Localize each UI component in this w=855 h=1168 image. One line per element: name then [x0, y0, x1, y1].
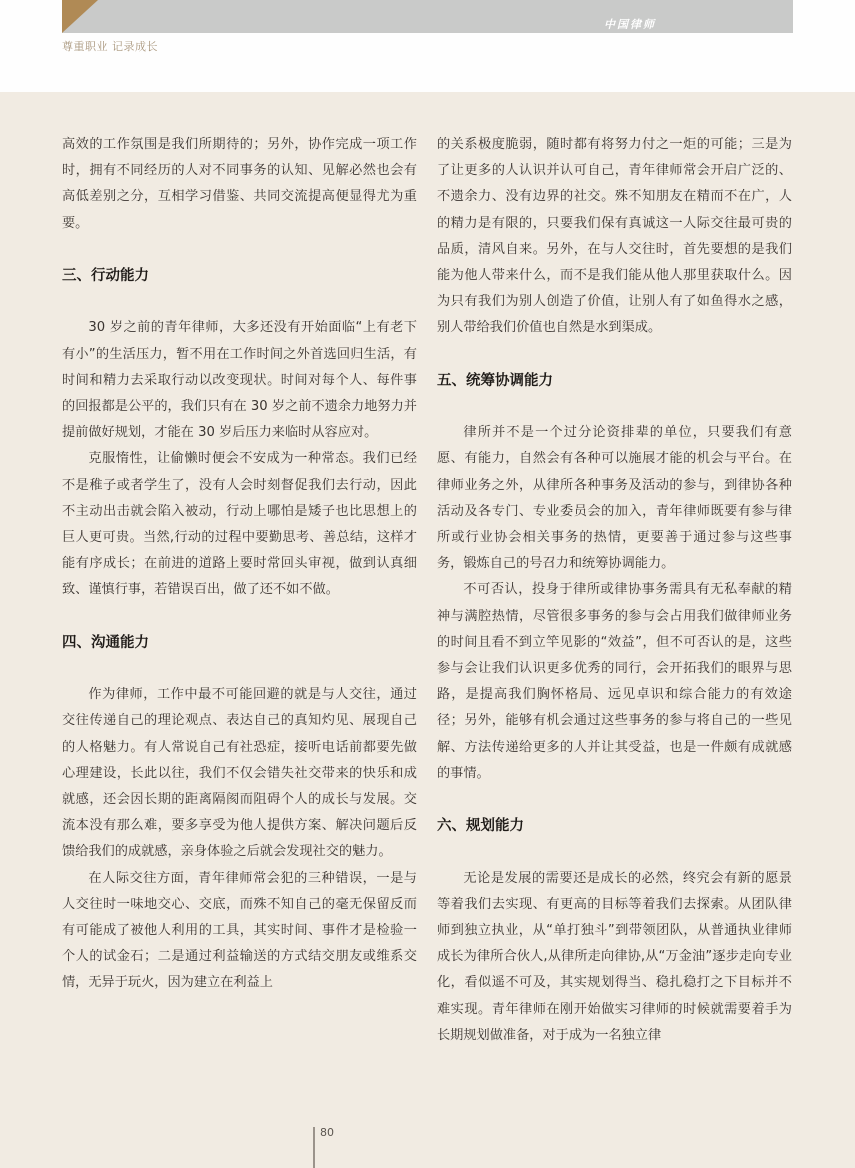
paragraph: 不可否认，投身于律所或律协事务需具有无私奉献的精神与满腔热情，尽管很多事务的参与会占用我们做律师业务的时间且看不到立竿见影的“效益”，但不可否认的是，这些参与会让我们认识更多优秀的同行，会开拓我们的眼界与思路，是提高我们胸怀格局、远见卓识和综合能力的有效途径；另外，能够有机会通过这些事务的参与将自己的一些见解、方法传递给更多的人并让其受益，也是一件颇有成就感的事情。	[437, 582, 792, 781]
paragraph: 克服惰性，让偷懒时便会不安成为一种常态。我们已经不是稚子或者学生了，没有人会时刻督促我们去行动，因此不主动出击就会陷入被动，行动上哪怕是矮子也比思想上的巨人更可贵。当然,行动的过程中要勤思考、善总结，这样才能有序成长；在前进的道路上要时常回头审视，做到认真细致、谨慎行事，若错误百出，做了还不如不做。	[62, 451, 417, 598]
footer-divider	[313, 1127, 315, 1168]
section-heading-coordination: 五、统筹协调能力	[437, 372, 553, 389]
section-heading-action: 三、行动能力	[62, 268, 149, 284]
header-tagline: 尊重职业 记录成长	[62, 40, 158, 53]
header-banner	[62, 0, 793, 33]
magazine-logo: 中国律师	[604, 18, 656, 31]
paragraph: 在人际交往方面，青年律师常会犯的三种错误，一是与人交往时一味地交心、交底，而殊不知自己的毫无保留反而有可能成了被他人利用的工具，其实时间、事件才是检验一个人的试金石；二是通过利益输送的方式结交朋友或维系交情，无异于玩火，因为建立在利益上	[62, 870, 417, 991]
left-column	[62, 132, 417, 997]
paragraph: 作为律师，工作中最不可能回避的就是与人交往，通过交往传递自己的理论观点、表达自己的真知灼见、展现自己的人格魅力。有人常说自己有社恐症，接听电话前都要先做心理建设，长此以往，我们不仅会错失社交带来的快乐和成就感，还会因长期的距离隔阂而阻碍个人的成长与发展。交流本没有那么难，要多享受为他人提供方案、解决问题后反馈给我们的成就感，亲身体验之后就会发现社交的魅力。	[62, 687, 417, 860]
page-number: 80	[320, 1126, 334, 1139]
paragraph: 高效的工作氛围是我们所期待的；另外，协作完成一项工作时，拥有不同经历的人对不同事务的认知、见解必然也会有高低差别之分，互相学习借鉴、共同交流提高便显得尤为重要。	[62, 137, 417, 231]
paragraph: 的关系极度脆弱，随时都有将努力付之一炬的可能；三是为了让更多的人认识并认可自己，青年律师常会开启广泛的、不遗余力、没有边界的社交。殊不知朋友在精而不在广，人的精力是有限的，只要我们保有真诚这一人际交往最可贵的品质，清风自来。另外，在与人交往时，首先要想的是我们能为他人带来什么，而不是我们能从他人那里获取什么。因为只有我们为别人创造了价值，让别人有了如鱼得水之感，别人带给我们价值也自然是水到渠成。	[437, 137, 792, 336]
paragraph: 30 岁之前的青年律师，大多还没有开始面临“上有老下有小”的生活压力，暂不用在工作时间之外首选回归生活，有时间和精力去采取行动以改变现状。时间对每个人、每件事的回报都是公平的，我们只有在 30 岁之前不遗余力地努力并提前做好规划，才能在 30 岁后压力来临时从容应对。	[62, 320, 417, 441]
gold-corner-triangle	[62, 0, 98, 33]
paragraph: 无论是发展的需要还是成长的必然，终究会有新的愿景等着我们去实现、有更高的目标等着我们去探索。从团队律师到独立执业，从“单打独斗”到带领团队，从普通执业律师成长为律所合伙人,从律所走向律协,从“万金油”逐步走向专业化，看似遥不可及，其实规划得当、稳扎稳打之下目标并不难实现。青年律师在刚开始做实习律师的时候就需要着手为长期规划做准备，对于成为一名独立律	[437, 870, 792, 1043]
page-header	[0, 0, 855, 92]
right-column	[437, 132, 792, 1049]
section-heading-communication: 四、沟通能力	[62, 634, 149, 651]
section-heading-planning: 六、规划能力	[437, 818, 524, 835]
paragraph: 律所并不是一个过分论资排辈的单位，只要我们有意愿、有能力，自然会有各种可以施展才能的机会与平台。在律师业务之外，从律所各种事务及活动的参与，到律协各种活动及各专门、专业委员会的加入，青年律师既要有参与律所或行业协会相关事务的热情，更要善于通过参与这些事务，锻炼自己的号召力和统筹协调能力。	[437, 425, 792, 572]
